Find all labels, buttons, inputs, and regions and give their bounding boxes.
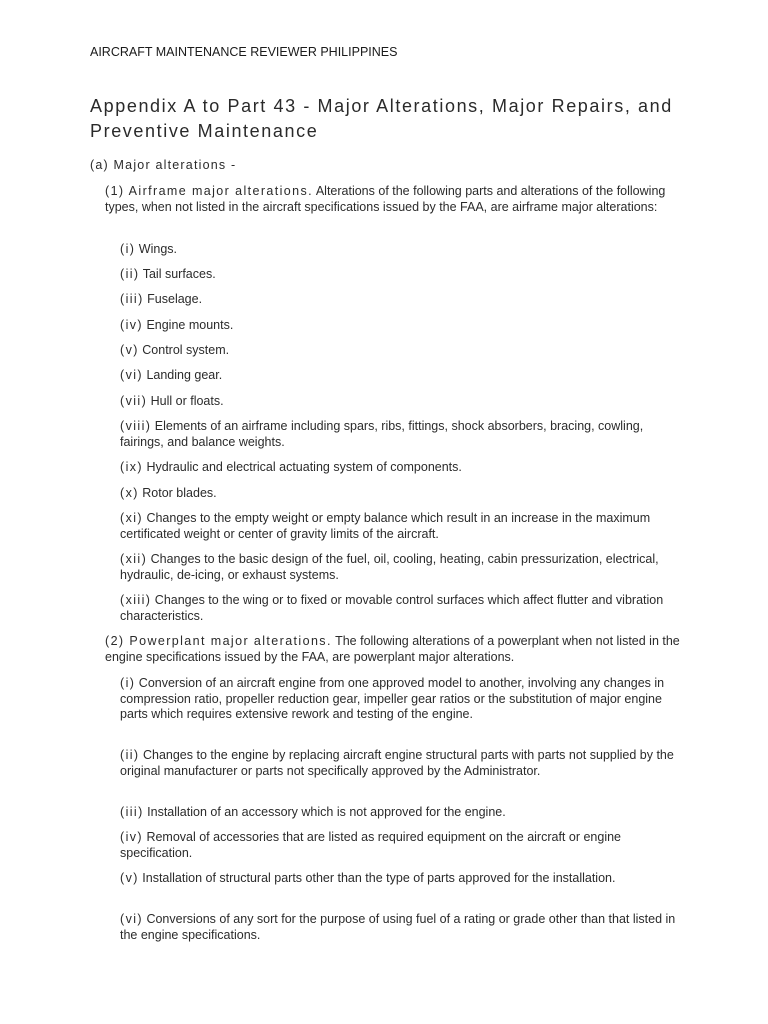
- airframe-lead: (1) Airframe major alterations.: [105, 184, 314, 198]
- list-item: (x) Rotor blades.: [120, 486, 217, 500]
- list-item: (iv) Removal of accessories that are listed as required equipment on the aircraft or engine specification.: [120, 830, 621, 860]
- list-item: (ii) Tail surfaces.: [120, 267, 216, 281]
- page-header: AIRCRAFT MAINTENANCE REVIEWER PHILIPPINES: [90, 45, 398, 59]
- powerplant-lead: (2) Powerplant major alterations.: [105, 634, 332, 648]
- section-heading-a: (a) Major alterations -: [90, 158, 237, 172]
- list-item: (xii) Changes to the basic design of the fuel, oil, cooling, heating, cabin pressurization, electrical, hydraulic, de-icing, or exhaust systems.: [120, 552, 659, 582]
- airframe-text: Alterations of the following parts and alterations of the following types, when not listed in the aircraft specifications issued by the FAA, are airframe major alterations:: [105, 184, 666, 214]
- list-item: (xi) Changes to the empty weight or empty balance which result in an increase in the maximum certificated weight or center of gravity limits of the aircraft.: [120, 511, 651, 541]
- list-item: (i) Conversion of an aircraft engine from one approved model to another, involving any changes in compression ratio, propeller reduction gear, impeller gear ratios or the substitution of major engine parts which requires extensive rework and testing of the engine.: [120, 676, 665, 721]
- list-item: (vii) Hull or floats.: [120, 394, 224, 408]
- list-item: (iii) Fuselage.: [120, 292, 203, 306]
- list-item: (ii) Changes to the engine by replacing aircraft engine structural parts with parts not supplied by the original manufacturer or parts not specifically approved by the Administrator.: [120, 748, 674, 778]
- list-item: (xiii) Changes to the wing or to fixed or movable control surfaces which affect flutter and vibration characteristics.: [120, 593, 664, 623]
- list-item: (v) Control system.: [120, 343, 230, 357]
- list-item: (i) Wings.: [120, 242, 177, 256]
- powerplant-paragraph: [105, 634, 690, 665]
- list-item: (viii) Elements of an airframe including spars, ribs, fittings, shock absorbers, bracing, cowling, fairings, and balance weights.: [120, 419, 644, 449]
- list-item: (v) Installation of structural parts other than the type of parts approved for the installation.: [120, 871, 616, 885]
- list-item: (ix) Hydraulic and electrical actuating system of components.: [120, 460, 462, 474]
- list-item: (vi) Landing gear.: [120, 368, 223, 382]
- document-title: Appendix A to Part 43 - Major Alterations, Major Repairs, and Preventive Maintenance: [90, 96, 673, 141]
- list-item: (iv) Engine mounts.: [120, 318, 234, 332]
- list-item: (iii) Installation of an accessory which is not approved for the engine.: [120, 805, 506, 819]
- list-item: (vi) Conversions of any sort for the purpose of using fuel of a rating or grade other than that listed in the engine specifications.: [120, 912, 676, 942]
- airframe-paragraph: [105, 184, 690, 215]
- powerplant-text: The following alterations of a powerplant when not listed in the engine specifications issued by the FAA, are powerplant major alterations.: [105, 634, 680, 664]
